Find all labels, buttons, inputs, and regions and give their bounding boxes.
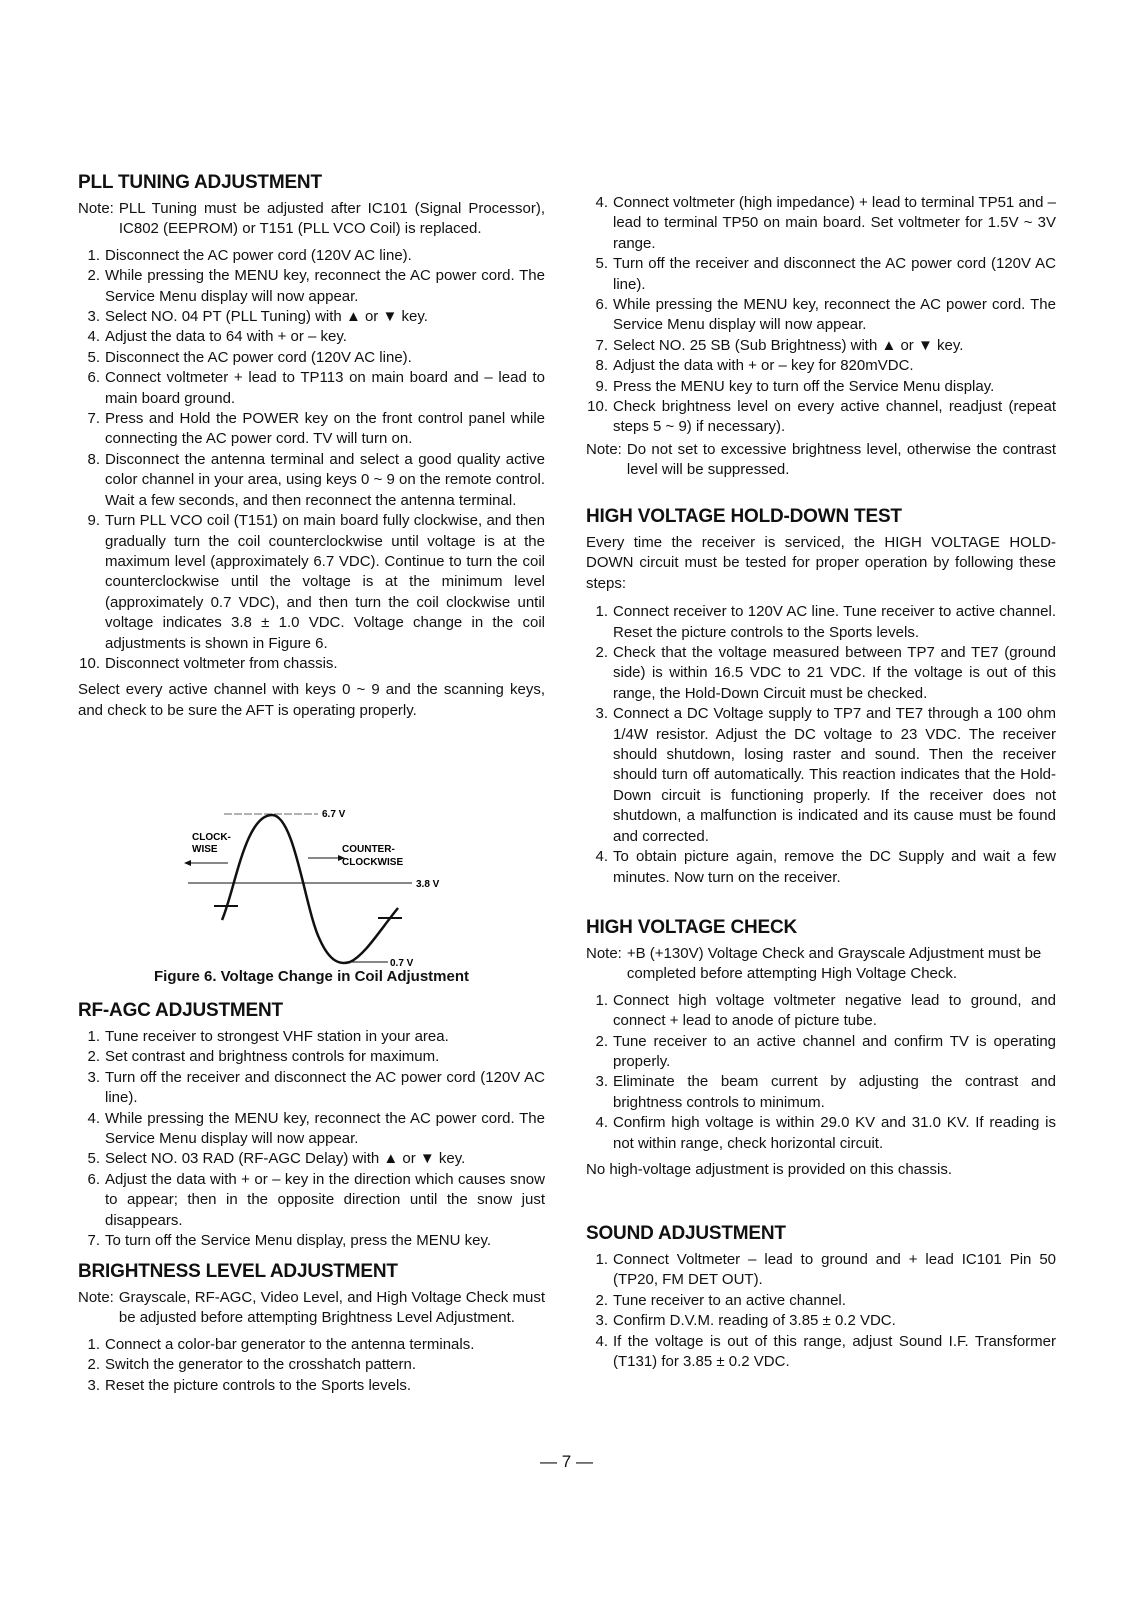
item-number: 9. <box>87 512 100 530</box>
section-pll-tuning <box>78 171 545 721</box>
list-item <box>586 704 1056 847</box>
item-number: 3. <box>595 1073 608 1091</box>
item-text: Set contrast and brightness controls for maximum. <box>105 1048 440 1066</box>
list-item <box>586 847 1056 888</box>
heading: RF-AGC ADJUSTMENT <box>78 1000 283 1021</box>
section-sound-adjustment <box>586 1222 1056 1372</box>
item-text: Adjust the data with + or – key for 820mVDC. <box>613 357 914 375</box>
item-text: Tune receiver to strongest VHF station in your area. <box>105 1028 449 1045</box>
list-item <box>78 654 545 674</box>
item-number: 3. <box>87 1376 100 1394</box>
item-text: Select NO. 25 SB (Sub Brightness) with ▲ or ▼ key. <box>613 336 964 354</box>
item-number: 2. <box>595 644 608 662</box>
paragraph: Select every active channel with keys 0 ~ 9 and the scanning keys, and check to be sure the AFT is operating properly. <box>78 681 545 719</box>
item-text: Turn off the receiver and disconnect the AC power cord (120V AC line). <box>105 1068 545 1107</box>
list-item <box>78 307 545 327</box>
item-text: Disconnect the AC power cord (120V AC line). <box>105 246 412 264</box>
item-number: 1. <box>87 1335 100 1353</box>
list-item <box>78 1335 545 1355</box>
item-number: 7. <box>87 410 100 428</box>
steps-list <box>78 1335 545 1396</box>
item-text: While pressing the MENU key, reconnect the AC power cord. The Service Menu display will now appear. <box>105 267 545 305</box>
item-text: Connect voltmeter + lead to TP113 on main board and – lead to main board ground. <box>105 369 545 407</box>
list-item <box>78 409 545 450</box>
item-text: Disconnect the AC power cord (120V AC line). <box>105 348 412 366</box>
section-rf-agc <box>78 999 545 1251</box>
voltage-curve-diagram <box>180 790 480 970</box>
item-number: 2. <box>87 1048 100 1066</box>
item-text: Connect a color-bar generator to the antenna terminals. <box>105 1335 475 1353</box>
list-item <box>78 246 545 266</box>
item-number: 10. <box>587 398 608 416</box>
item-number: 9. <box>595 377 608 395</box>
paragraph: No high-voltage adjustment is provided on this chassis. <box>586 1161 953 1179</box>
list-item <box>78 1027 545 1047</box>
item-number: 2. <box>87 1356 100 1374</box>
list-item <box>78 1047 545 1067</box>
item-text: While pressing the MENU key, reconnect the AC power cord. The Service Menu display will now appear. <box>613 296 1056 334</box>
item-number: 6. <box>87 1170 100 1188</box>
item-text: Connect high voltage voltmeter negative lead to ground, and connect + lead to anode of picture tube. <box>613 991 1056 1030</box>
item-number: 6. <box>595 296 608 314</box>
label-max: 6.7 V <box>322 809 346 820</box>
heading: PLL TUNING ADJUSTMENT <box>78 172 322 193</box>
note-text: +B (+130V) Voltage Check and Grayscale Adjustment must be completed before attempting High Voltage Check. <box>626 945 1042 983</box>
note-label: Note: <box>78 200 114 217</box>
figure-caption: Figure 6. Voltage Change in Coil Adjustment <box>153 968 470 985</box>
item-text: Select NO. 04 PT (PLL Tuning) with ▲ or ▼ key. <box>105 308 428 326</box>
item-text: Adjust the data to 64 with + or – key. <box>105 328 347 346</box>
item-text: To turn off the Service Menu display, press the MENU key. <box>105 1232 492 1250</box>
label-clockwise-2: WISE <box>192 844 218 855</box>
note-label: Note: <box>586 945 622 962</box>
list-item <box>78 511 545 654</box>
list-item <box>586 1291 1056 1311</box>
item-number: 5. <box>595 255 608 273</box>
item-number: 4. <box>595 1332 608 1350</box>
note <box>586 440 1056 481</box>
item-number: 1. <box>595 991 608 1009</box>
label-mid: 3.8 V <box>416 879 440 890</box>
item-number: 8. <box>595 357 608 375</box>
item-number: 1. <box>595 1251 608 1268</box>
item-number: 4. <box>595 848 608 866</box>
item-text: Connect Voltmeter – lead to ground and + lead IC101 Pin 50 (TP20, FM DET OUT). <box>613 1251 1056 1289</box>
heading: SOUND ADJUSTMENT <box>586 1223 786 1244</box>
steps-list <box>78 246 545 675</box>
list-item <box>586 991 1056 1032</box>
list-item <box>586 1250 1056 1291</box>
list-item <box>586 1032 1056 1073</box>
note-text: Grayscale, RF-AGC, Video Level, and High Voltage Check must be adjusted before attempting Brightness Level Adjustment. <box>118 1289 545 1327</box>
item-number: 4. <box>87 1109 100 1127</box>
item-number: 1. <box>87 246 100 264</box>
arrow-left-icon <box>184 860 191 866</box>
item-text: Connect voltmeter (high impedance) + lead to terminal TP51 and – lead to terminal TP50 on main board. Set voltmeter for 1.5V ~ 3V range. <box>613 194 1056 252</box>
list-item <box>78 327 545 347</box>
list-item <box>78 450 545 511</box>
item-text: Connect receiver to 120V AC line. Tune receiver to active channel. Reset the picture controls to the Sports levels. <box>613 603 1056 641</box>
list-item <box>78 1355 545 1375</box>
item-number: 2. <box>595 1032 608 1050</box>
item-number: 7. <box>595 336 608 354</box>
list-item <box>586 336 1056 356</box>
item-number: 3. <box>595 1312 608 1330</box>
item-text: To obtain picture again, remove the DC Supply and wait a few minutes. Now turn on the receiver. <box>613 848 1056 886</box>
item-number: 2. <box>595 1291 608 1309</box>
list-item <box>78 1376 545 1396</box>
list-item <box>78 348 545 368</box>
steps-list <box>586 991 1056 1154</box>
label-counterclockwise-1: COUNTER- <box>342 844 395 855</box>
item-number: 4. <box>87 328 100 346</box>
item-text: Press and Hold the POWER key on the front control panel while connecting the AC power cord. TV will turn on. <box>105 410 545 448</box>
figure-voltage-change <box>180 790 480 970</box>
label-clockwise-1: CLOCK- <box>192 832 231 843</box>
section-brightness-level <box>78 1260 545 1396</box>
item-text: Check brightness level on every active channel, readjust (repeat steps 5 ~ 9) if necessary). <box>613 398 1056 436</box>
item-number: 5. <box>87 348 100 366</box>
list-item <box>586 356 1056 376</box>
list-item <box>586 643 1056 704</box>
note-label: Note: <box>586 440 622 458</box>
list-item <box>78 1231 545 1251</box>
label-counterclockwise-2: CLOCKWISE <box>342 857 404 868</box>
item-text: Select NO. 03 RAD (RF-AGC Delay) with ▲ or ▼ key. <box>105 1150 466 1168</box>
item-number: 8. <box>87 450 100 468</box>
item-text: Turn PLL VCO coil (T151) on main board fully clockwise, and then gradually turn the coil counterclockwise until voltage is at the maximum level (approximately 6.7 VDC). Continue to turn the coil counterclockwise until the voltage is at the minimum level (approximately 0.7 VDC), and then turn the coil clockwise until voltage indicates 3.8 ± 1.0 VDC. Voltage change in the coil adjustments is shown in Figure 6. <box>105 512 545 652</box>
item-text: If the voltage is out of this range, adjust Sound I.F. Transformer (T131) for 3.85 ± 0.2 VDC. <box>613 1332 1056 1371</box>
steps-list <box>586 1250 1056 1372</box>
steps-list <box>586 602 1056 888</box>
list-item <box>78 1170 545 1231</box>
heading: HIGH VOLTAGE HOLD-DOWN TEST <box>586 506 902 527</box>
item-text: Eliminate the beam current by adjusting the contrast and brightness controls to minimum. <box>613 1073 1056 1111</box>
list-item <box>78 368 545 409</box>
list-item <box>586 602 1056 643</box>
section-high-voltage-check <box>586 916 1056 1180</box>
paragraph: Every time the receiver is serviced, the HIGH VOLTAGE HOLD-DOWN circuit must be tested for proper operation by following these steps: <box>586 534 1056 592</box>
item-number: 2. <box>87 267 100 285</box>
note-text: PLL Tuning must be adjusted after IC101 (Signal Processor), IC802 (EEPROM) or T151 (PLL VCO Coil) is replaced. <box>118 200 545 238</box>
item-number: 7. <box>87 1232 100 1250</box>
note <box>78 199 545 240</box>
item-text: Confirm high voltage is within 29.0 KV and 31.0 KV. If reading is not within range, check horizontal circuit. <box>613 1114 1056 1152</box>
list-item <box>78 1149 545 1169</box>
list-item <box>586 1332 1056 1373</box>
item-text: Press the MENU key to turn off the Service Menu display. <box>613 377 995 395</box>
voltage-curve <box>222 815 398 963</box>
note-text: Do not set to excessive brightness level, otherwise the contrast level will be suppressed. <box>626 440 1056 479</box>
item-text: Connect a DC Voltage supply to TP7 and TE7 through a 100 ohm 1/4W resistor. Adjust the DC voltage to 23 VDC. The receiver should shutdown, losing raster and sound. Then the receiver should turn off automatically. This reaction indicates that the Hold-Down circuit is functioning properly. If the receiver does not shutdown, a malfunction is indicated and its cause must be found and corrected. <box>613 705 1056 845</box>
list-item <box>586 1311 1056 1331</box>
item-text: Tune receiver to an active channel. <box>613 1291 846 1309</box>
item-number: 1. <box>595 603 608 621</box>
item-number: 4. <box>595 194 608 211</box>
steps-list <box>78 1027 545 1251</box>
list-item <box>586 1072 1056 1113</box>
list-item <box>586 397 1056 438</box>
item-text: Confirm D.V.M. reading of 3.85 ± 0.2 VDC. <box>613 1312 896 1330</box>
list-item <box>78 266 545 307</box>
label-min: 0.7 V <box>390 958 414 969</box>
list-item <box>78 1109 545 1150</box>
list-item <box>586 295 1056 336</box>
item-number: 6. <box>87 369 100 387</box>
list-item <box>586 377 1056 397</box>
list-item <box>78 1068 545 1109</box>
section-hold-down-test <box>586 505 1056 888</box>
list-item <box>586 193 1056 254</box>
item-number: 3. <box>595 705 608 723</box>
item-text: Adjust the data with + or – key in the direction which causes snow to appear; then in the opposite direction until the snow just disappears. <box>105 1170 545 1229</box>
item-number: 5. <box>87 1150 100 1168</box>
item-text: Switch the generator to the crosshatch pattern. <box>105 1356 417 1374</box>
item-text: While pressing the MENU key, reconnect the AC power cord. The Service Menu display will now appear. <box>105 1109 545 1148</box>
list-item <box>586 254 1056 295</box>
item-text: Disconnect the antenna terminal and select a good quality active color channel in your area, using keys 0 ~ 9 on the remote control. Wait a few seconds, and then reconnect the antenna terminal. <box>105 450 545 509</box>
item-number: 3. <box>87 1068 100 1086</box>
section-brightness-continued <box>586 193 1056 487</box>
item-number: 1. <box>87 1028 100 1045</box>
heading: HIGH VOLTAGE CHECK <box>586 917 798 938</box>
item-text: Check that the voltage measured between TP7 and TE7 (ground side) is within 16.5 VDC to 21 VDC. If the voltage is out of this range, the Hold-Down Circuit must be checked. <box>613 644 1056 702</box>
list-item <box>586 1113 1056 1154</box>
item-number: 3. <box>87 308 100 326</box>
item-text: Tune receiver to an active channel and confirm TV is operating properly. <box>613 1032 1056 1071</box>
note-label: Note: <box>78 1289 114 1306</box>
note <box>78 1288 545 1329</box>
item-number: 10. <box>79 654 100 672</box>
item-text: Reset the picture controls to the Sports levels. <box>105 1376 411 1394</box>
item-number: 4. <box>595 1114 608 1132</box>
heading: BRIGHTNESS LEVEL ADJUSTMENT <box>78 1261 398 1282</box>
page-number: — 7 — <box>540 1452 593 1471</box>
steps-list <box>586 193 1056 438</box>
item-text: Disconnect voltmeter from chassis. <box>105 654 338 672</box>
item-text: Turn off the receiver and disconnect the AC power cord (120V AC line). <box>613 255 1056 293</box>
note <box>586 944 1056 985</box>
